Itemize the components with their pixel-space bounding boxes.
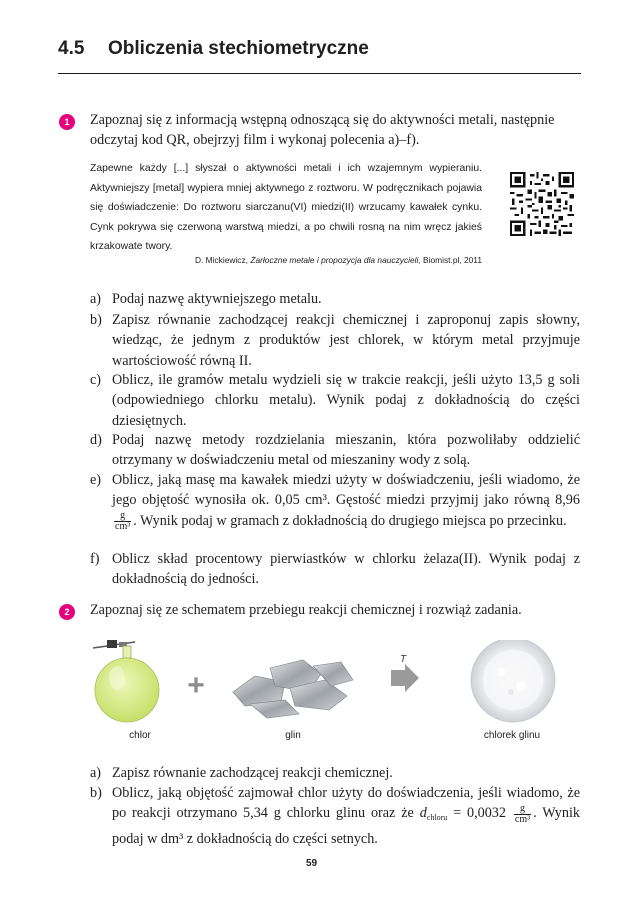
- task-1-citation: [135, 255, 482, 265]
- plus-sign: +: [187, 669, 205, 702]
- task-1-quote: Zapewne każdy [...] słyszał o aktywności metali i ich wzajemnym wypieraniu. Aktywniejszy [metal] wypiera mniej aktywnego z roztworu. W podręcznikach pojawia się doświadczenie: Do roztworu siarczanu(VI) miedzi(II) wrzucamy kawałek cynku. Cynk pokrywa się czerwoną warstwą miedzi, a po chwili rosną na nim wręcz jakieś krzakowate twory.: [90, 163, 482, 253]
- task-1-item-b: [90, 310, 580, 371]
- item-text: Zapisz równanie zachodzącej reakcji chemicznej.: [112, 765, 393, 781]
- header-rule: [58, 73, 581, 74]
- item-text: [112, 470, 580, 532]
- task-2-item-b: [90, 783, 580, 849]
- citation-source: Biomist.pl, 2011: [423, 255, 482, 265]
- chlorine-flask-icon: [93, 640, 159, 722]
- item-text: Podaj nazwę aktywniejszego metalu.: [112, 291, 322, 307]
- item-label: f): [90, 551, 100, 567]
- item-label: a): [90, 765, 102, 781]
- reaction-scheme: [85, 640, 585, 730]
- fraction-denominator: cm³: [115, 520, 131, 532]
- item-label: a): [90, 291, 102, 307]
- reaction-arrow-icon: [391, 664, 419, 692]
- section-number: 4.5: [58, 38, 85, 59]
- item-text-part2: . Wynik podaj w gramach z dokładnością do drugiego miejsca po przecinku.: [133, 512, 567, 529]
- item-label: b): [90, 785, 102, 801]
- task-1-item-e: [90, 470, 580, 532]
- fraction-denominator: cm³: [514, 813, 531, 825]
- section-title: Obliczenia stechiometryczne: [108, 38, 369, 59]
- item-label: b): [90, 312, 102, 328]
- item-label: e): [90, 472, 102, 488]
- arrow-label: T: [399, 654, 407, 665]
- task-1-item-d: [90, 430, 580, 471]
- task-2-item-a: [90, 763, 580, 783]
- task-2-intro: Zapoznaj się ze schematem przebiegu reakcji chemicznej i rozwiąż zadania.: [90, 602, 522, 618]
- caption-aluminium: glin: [285, 730, 301, 741]
- task-1-badge: 1: [59, 114, 75, 130]
- qr-code-icon[interactable]: [510, 172, 574, 236]
- item-label: d): [90, 432, 102, 448]
- task-1-item-a: [90, 289, 580, 309]
- item-text-part1: Oblicz, jaką masę ma kawałek miedzi użyty w doświadczeniu, jeśli wiadomo, że jego objętość wynosiła ok. 0,05 cm³. Gęstość miedzi przyjmij jako równą 8,96: [112, 472, 580, 509]
- citation-author: D. Mickiewicz,: [194, 255, 248, 265]
- aluminium-chloride-dish-icon: [471, 640, 555, 722]
- task-1-intro: Zapoznaj się z informacją wstępną odnoszącą się do aktywności metali, następnie odczytaj kod QR, obejrzyj film i wykonaj polecenia a)–f).: [90, 112, 555, 148]
- density-unit-fraction: [114, 511, 131, 532]
- task-1-item-f: [90, 549, 580, 590]
- density-symbol: d: [419, 805, 427, 822]
- section-header: [58, 38, 581, 78]
- aluminium-pieces-icon: [233, 660, 353, 718]
- density-unit-fraction: [514, 804, 531, 825]
- task-1-item-c: [90, 370, 580, 431]
- item-label: c): [90, 372, 102, 388]
- item-text-part1: Oblicz, jaką objętość zajmował chlor użyty do doświadczenia, jeśli wiadomo, że po reakcji otrzymano 5,34 g chlorku glinu oraz że: [112, 785, 580, 822]
- item-text: Podaj nazwę metody rozdzielania mieszanin, która pozwoliłaby oddzielić otrzymany w doświadczeniu metal od mieszaniny wody z solą.: [112, 432, 580, 469]
- density-subscript: chloru: [426, 813, 448, 823]
- task-2-badge: 2: [59, 604, 75, 620]
- item-text: [112, 783, 580, 849]
- fraction-numerator: g: [514, 804, 531, 815]
- citation-title: Żarłoczne metale i propozycja dla nauczycieli,: [250, 255, 421, 265]
- item-text: Oblicz skład procentowy pierwiastków w chlorku żelaza(II). Wynik podaj z dokładnością do jedności.: [112, 551, 580, 588]
- caption-aluminium-chloride: chlorek glinu: [483, 730, 541, 741]
- page-number: 59: [305, 858, 318, 869]
- density-value: = 0,0032: [453, 805, 506, 822]
- item-text-part2: . Wynik podaj w dm³ z dokładnością do części setnych.: [112, 805, 581, 847]
- fraction-numerator: g: [114, 511, 131, 522]
- caption-chlorine: chlor: [129, 730, 151, 741]
- item-text: Oblicz, ile gramów metalu wydzieli się w trakcie reakcji, jeśli użyto 13,5 g soli (odpowiedniego chlorku metalu). Wynik podaj z dokładnością do części dziesiętnych.: [112, 372, 580, 429]
- item-text: Zapisz równanie zachodzącej reakcji chemicznej i zaproponuj zapis słowny, wiedząc, że jednym z produktów jest chlorek, w którym metal przyjmuje wartościowość równą II.: [112, 312, 580, 369]
